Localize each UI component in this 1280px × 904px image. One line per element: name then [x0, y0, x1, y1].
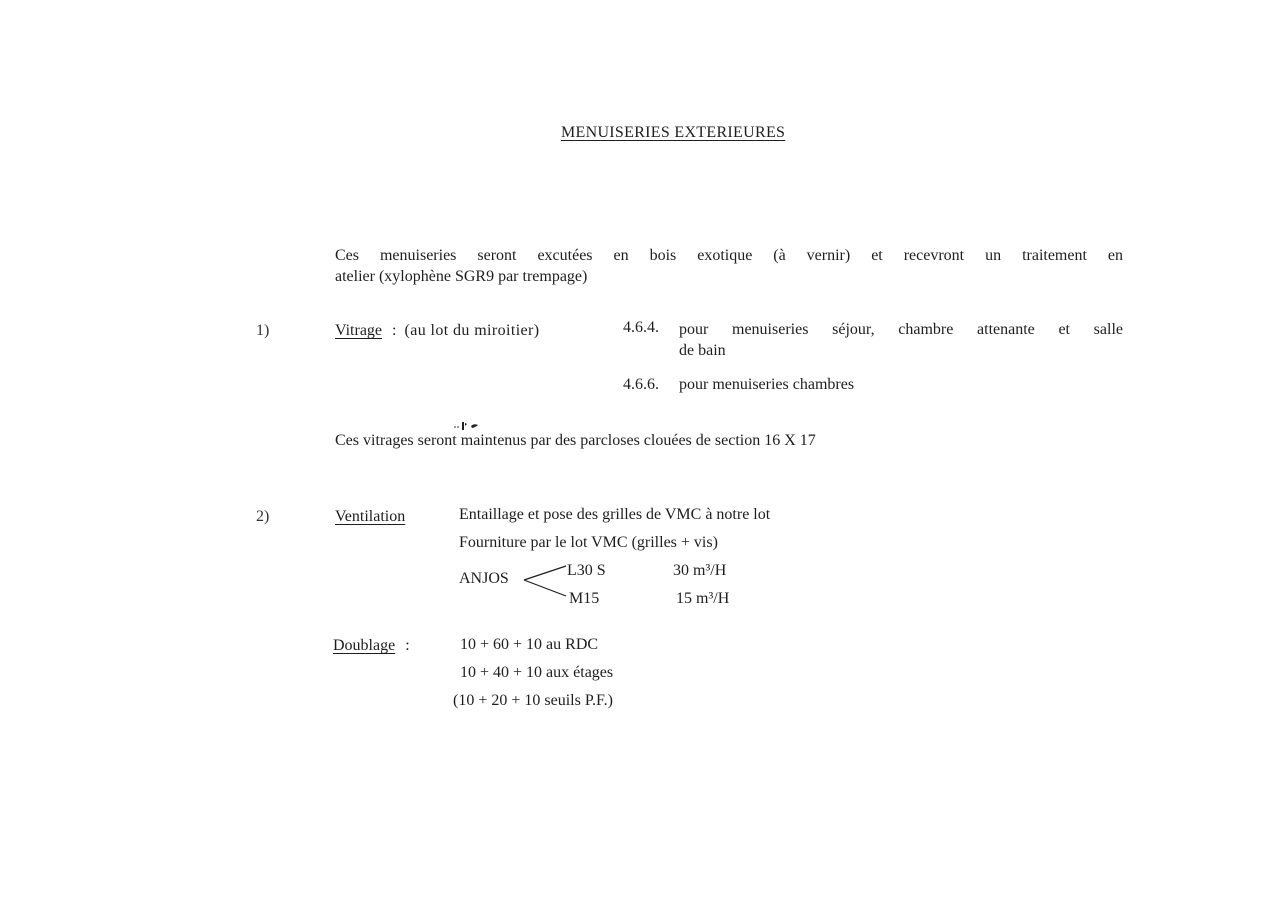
ventilation-line-1: Entaillage et pose des grilles de VMC à notre lot: [459, 506, 771, 523]
vitrage-heading: [335, 322, 540, 340]
doublage-line-2: 10 + 40 + 10 aux étages: [460, 664, 614, 681]
intro-line-2: atelier (xylophène SGR9 par trempage): [335, 268, 588, 285]
intro-paragraph: [335, 245, 1123, 287]
ventilation-line-2: Fourniture par le lot VMC (grilles + vis): [459, 534, 718, 551]
doublage-label: Doublage: [333, 637, 396, 654]
branch-bracket-icon: [520, 562, 570, 602]
ink-smudge-icon: [452, 420, 486, 432]
ventilation-brand: ANJOS: [459, 570, 509, 587]
ventilation-model-1-name: L30 S: [567, 562, 606, 579]
vitrage-label: Vitrage: [335, 322, 383, 339]
doublage-separator: :: [405, 637, 410, 654]
vitrage-item-1-desc: [679, 319, 1123, 361]
vitrage-note: Ces vitrages seront maintenus par des parcloses clouées de section 16 X 17: [335, 432, 816, 449]
ventilation-model-2-rate: 15 m³/H: [676, 590, 730, 607]
intro-line-1: Ces menuiseries seront excutées en bois exotique (à vernir) et recevront un traitement en: [335, 247, 1123, 264]
vitrage-detail: (au lot du miroitier): [404, 322, 540, 339]
ventilation-model-2-name: M15: [569, 590, 600, 607]
page-title: MENUISERIES EXTERIEURES: [561, 124, 786, 141]
vitrage-item-1-line-1: pour menuiseries séjour, chambre attenante et salle: [679, 321, 1123, 338]
vitrage-item-1-code: 4.6.4.: [623, 319, 659, 336]
vitrage-item-2-desc: pour menuiseries chambres: [679, 376, 855, 393]
vitrage-item-1-line-2: de bain: [679, 342, 726, 359]
doublage-heading: [333, 637, 410, 655]
doublage-line-1: 10 + 60 + 10 au RDC: [460, 636, 599, 653]
ventilation-model-1-rate: 30 m³/H: [673, 562, 727, 579]
vitrage-item-2-code: 4.6.6.: [623, 376, 659, 393]
vitrage-separator: :: [392, 322, 397, 339]
section-1-number: 1): [256, 322, 270, 339]
doublage-line-3: (10 + 20 + 10 seuils P.F.): [453, 692, 613, 709]
section-2-number: 2): [256, 508, 270, 525]
ventilation-label: Ventilation: [335, 508, 406, 525]
